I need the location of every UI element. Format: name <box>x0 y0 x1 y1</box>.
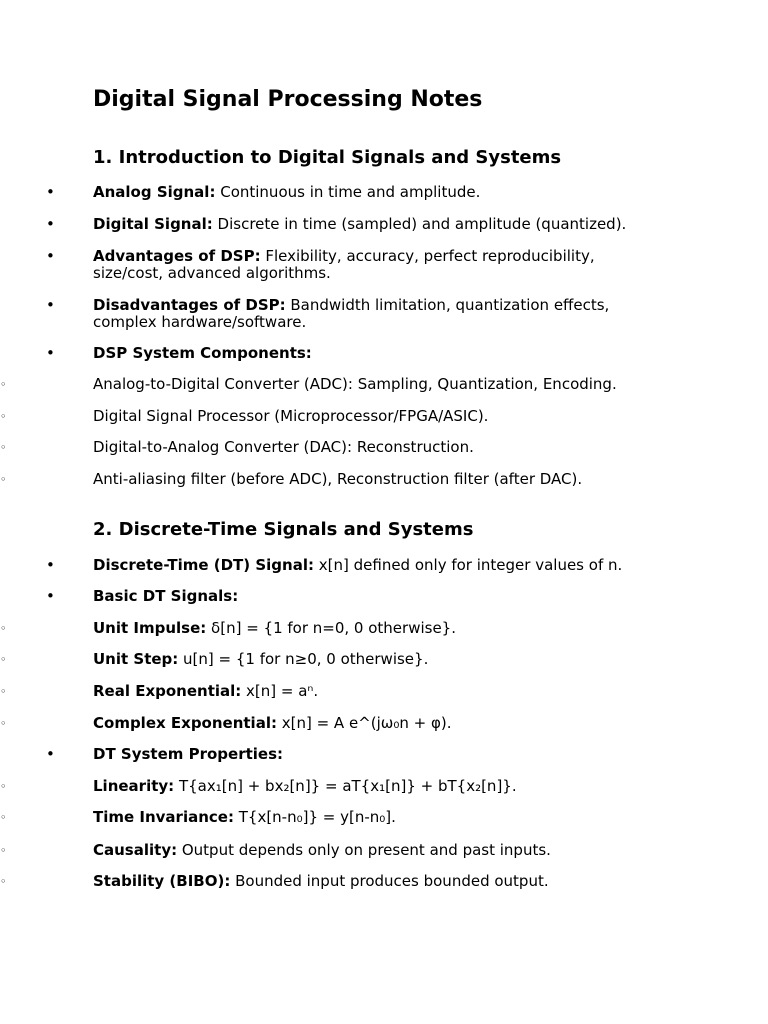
item-body: Digital Signal Processor (Microprocessor/FPGA/ASIC). <box>93 407 489 425</box>
list-item-text <box>93 297 653 331</box>
item-label: Unit Step: <box>93 650 179 668</box>
item-body: Discrete in time (sampled) and amplitude (quantized). <box>212 215 627 233</box>
item-body: Analog-to-Digital Converter (ADC): Sampling, Quantization, Encoding. <box>93 375 617 393</box>
document-title: Digital Signal Processing Notes <box>93 87 483 112</box>
item-body: Flexibility, accuracy, perfect reproducibility, size/cost, advanced algorithms. <box>93 247 595 282</box>
item-body: Continuous in time and amplitude. <box>215 183 481 201</box>
list-item-text <box>93 184 653 201</box>
section-heading: 1. Introduction to Digital Signals and Systems <box>93 147 562 168</box>
list-item-text <box>93 651 653 668</box>
item-body: T{ax₁[n] + bx₂[n]} = aT{x₁[n]} + bT{x₂[n]}. <box>174 777 517 795</box>
sub-bullet-icon: ◦ <box>0 410 7 423</box>
item-label: Stability (BIBO): <box>93 872 231 890</box>
item-body: x[n] = A e^(jω₀n + φ). <box>276 714 452 732</box>
sub-bullet-icon: ◦ <box>0 717 7 730</box>
sub-bullet-icon: ◦ <box>0 378 7 391</box>
list-item-text <box>93 715 653 732</box>
list-item-text <box>93 408 653 425</box>
section-heading: 2. Discrete-Time Signals and Systems <box>93 519 474 540</box>
item-body: Anti-aliasing filter (before ADC), Reconstruction filter (after DAC). <box>93 470 583 488</box>
list-item-text <box>93 439 653 456</box>
item-label: Basic DT Signals: <box>93 587 239 605</box>
sub-bullet-icon: ◦ <box>0 780 7 793</box>
list-item-text <box>93 216 653 233</box>
bullet-icon: • <box>46 215 55 233</box>
list-item-text <box>93 557 653 574</box>
bullet-icon: • <box>46 183 55 201</box>
bullet-icon: • <box>46 247 55 265</box>
item-body: δ[n] = {1 for n=0, 0 otherwise}. <box>206 619 456 637</box>
list-item-text <box>93 873 653 890</box>
item-body: u[n] = {1 for n≥0, 0 otherwise}. <box>178 650 429 668</box>
list-item-text <box>93 345 653 362</box>
list-item-text <box>93 588 653 605</box>
sub-bullet-icon: ◦ <box>0 685 7 698</box>
item-body: x[n] = aⁿ. <box>241 682 319 700</box>
item-body: Bounded input produces bounded output. <box>230 872 549 890</box>
sub-bullet-icon: ◦ <box>0 875 7 888</box>
sub-bullet-icon: ◦ <box>0 653 7 666</box>
item-label: Analog Signal: <box>93 183 216 201</box>
sub-bullet-icon: ◦ <box>0 622 7 635</box>
item-label: Real Exponential: <box>93 682 242 700</box>
item-label: Discrete-Time (DT) Signal: <box>93 556 314 574</box>
bullet-icon: • <box>46 745 55 763</box>
item-label: Causality: <box>93 841 178 859</box>
list-item-text <box>93 683 653 700</box>
list-item-text <box>93 746 653 763</box>
item-body: Bandwidth limitation, quantization effects, complex hardware/software. <box>93 296 610 331</box>
list-item-text <box>93 471 653 488</box>
item-label: DSP System Components: <box>93 344 312 362</box>
item-label: Unit Impulse: <box>93 619 207 637</box>
item-body: x[n] defined only for integer values of n. <box>314 556 623 574</box>
list-item-text <box>93 778 653 795</box>
list-item-text <box>93 248 653 282</box>
item-label: Time Invariance: <box>93 808 234 826</box>
list-item-text <box>93 376 653 393</box>
item-label: Advantages of DSP: <box>93 247 261 265</box>
item-label: Digital Signal: <box>93 215 213 233</box>
sub-bullet-icon: ◦ <box>0 811 7 824</box>
item-label: Linearity: <box>93 777 175 795</box>
list-item-text <box>93 809 653 826</box>
sub-bullet-icon: ◦ <box>0 473 7 486</box>
bullet-icon: • <box>46 556 55 574</box>
item-body: T{x[n-n₀]} = y[n-n₀]. <box>233 808 396 826</box>
bullet-icon: • <box>46 296 55 314</box>
item-label: DT System Properties: <box>93 745 284 763</box>
sub-bullet-icon: ◦ <box>0 441 7 454</box>
item-body: Output depends only on present and past inputs. <box>177 841 551 859</box>
item-body: Digital-to-Analog Converter (DAC): Reconstruction. <box>93 438 474 456</box>
list-item-text <box>93 620 653 637</box>
sub-bullet-icon: ◦ <box>0 844 7 857</box>
list-item-text <box>93 842 653 859</box>
bullet-icon: • <box>46 344 55 362</box>
item-label: Complex Exponential: <box>93 714 277 732</box>
item-label: Disadvantages of DSP: <box>93 296 286 314</box>
bullet-icon: • <box>46 587 55 605</box>
